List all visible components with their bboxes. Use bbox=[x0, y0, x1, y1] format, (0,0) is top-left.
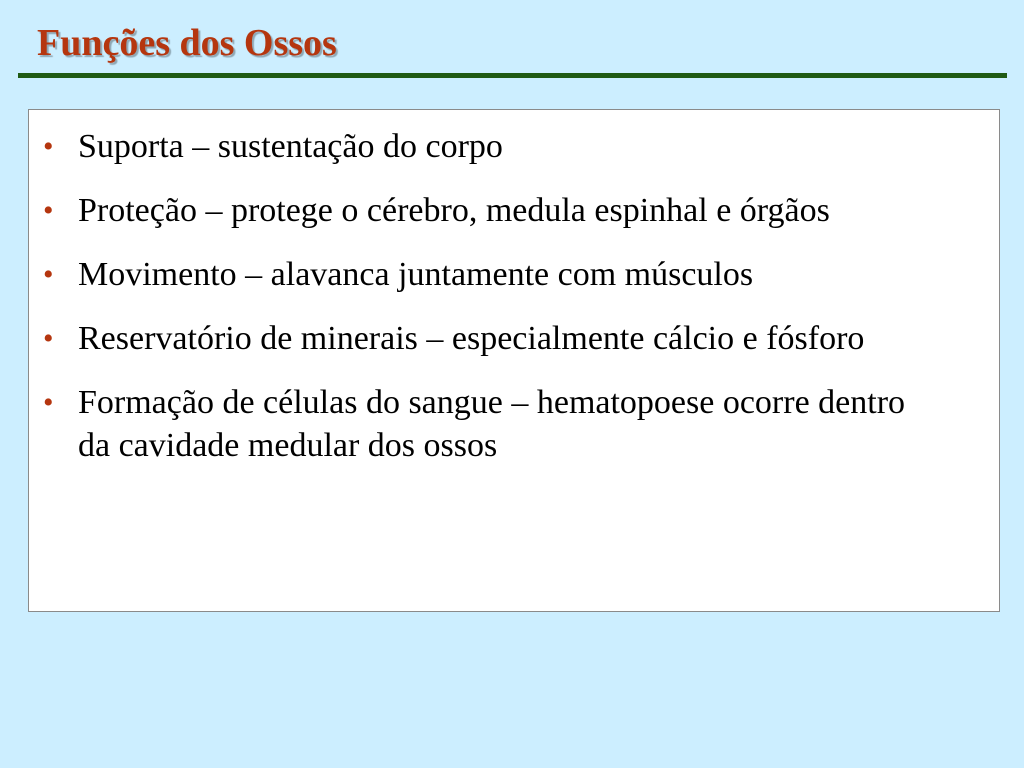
bullet-list bbox=[29, 110, 999, 467]
bullet-text: Proteção – protege o cérebro, medula espinhal e órgãos bbox=[78, 192, 830, 229]
content-box bbox=[28, 109, 1000, 612]
slide-title: Funções dos Ossos bbox=[37, 22, 337, 64]
bullet-marker-icon: • bbox=[43, 258, 54, 291]
bullet-marker-icon: • bbox=[43, 130, 54, 163]
title-divider bbox=[18, 73, 1007, 78]
bullet-text: Formação de células do sangue – hematopoese ocorre dentro da cavidade medular dos ossos bbox=[78, 384, 906, 464]
bullet-marker-icon: • bbox=[43, 194, 54, 227]
bullet-item-protection bbox=[29, 189, 939, 232]
bullet-marker-icon: • bbox=[43, 322, 54, 355]
bullet-item-movement bbox=[29, 253, 939, 296]
bullet-text: Suporta – sustentação do corpo bbox=[78, 128, 503, 165]
bullet-item-mineral-reservoir bbox=[29, 317, 939, 360]
bullet-text: Movimento – alavanca juntamente com músculos bbox=[78, 256, 754, 293]
bullet-text: Reservatório de minerais – especialmente cálcio e fósforo bbox=[78, 320, 865, 357]
bullet-item-support bbox=[29, 125, 939, 168]
bullet-marker-icon: • bbox=[43, 386, 54, 419]
bullet-item-blood-cell-formation bbox=[29, 381, 939, 467]
